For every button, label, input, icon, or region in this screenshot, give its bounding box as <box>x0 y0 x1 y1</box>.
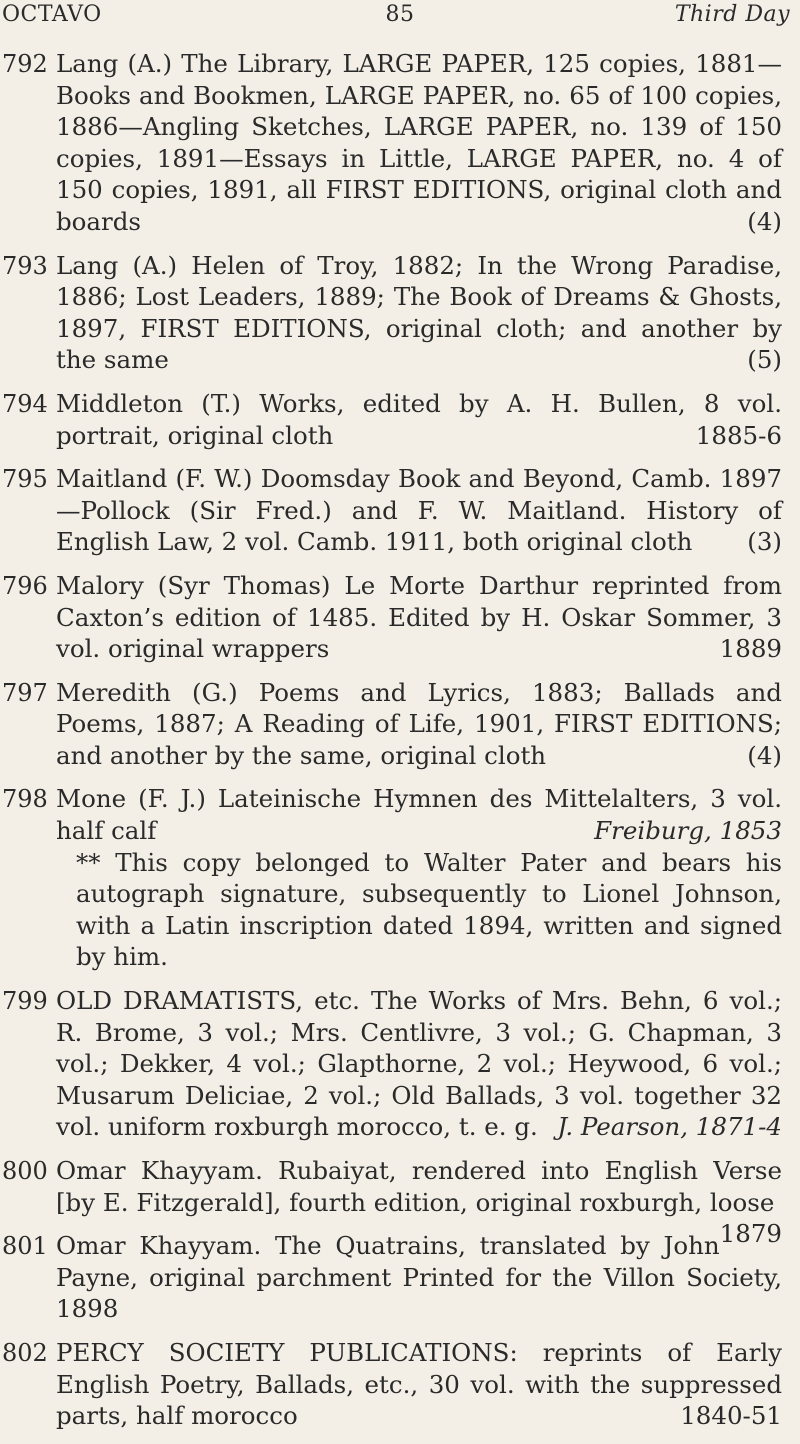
lot-number: 793 <box>2 251 48 280</box>
lot-date: (5) <box>747 345 782 375</box>
page-number: 85 <box>385 2 415 27</box>
lot-date: J. Pearson, 1871-4 <box>557 1112 782 1142</box>
lot-number: 794 <box>2 389 48 418</box>
lot-text: Meredith (G.) Poems and Lyrics, 1883; Ballads and Poems, 1887; A Reading of Life, 1901, FIRST EDITIONS; and another by the same, original cloth <box>56 677 782 770</box>
lot-number: 796 <box>2 571 48 600</box>
lot-date: Freiburg, 1853 <box>594 816 782 846</box>
lot-text: Omar Khayyam. The Quatrains, translated by John Payne, original parchment Printed for the Villon Society, 1898 <box>56 1231 782 1324</box>
lot-note: ** This copy belonged to Walter Pater and bears his autograph signature, subsequently to Lionel Johnson, with a Latin inscription dated 1894, written and signed by him. <box>76 847 782 972</box>
lot-number: 800 <box>2 1157 48 1185</box>
lot-text: Lang (A.) The Library, LARGE PAPER, 125 copies, 1881—Books and Bookmen, LARGE PAPER, no. 65 of 100 copies, 1886—Angling Sketches, LARGE PAPER, no. 139 of 150 copies, 1891—Essays in Little, LARGE PAPER, no. 4 of 150 copies, 1891, all FIRST EDITIONS, original cloth and boards <box>56 49 782 236</box>
lot-number: 799 <box>2 987 48 1016</box>
lot-entry <box>0 388 800 451</box>
lot-text: Middleton (T.) Works, edited by A. H. Bullen, 8 vol. portrait, original cloth <box>56 388 782 450</box>
sale-day-label: Third Day <box>674 2 790 27</box>
lot-date: (4) <box>747 740 782 770</box>
lot-date: 1879 <box>719 1219 782 1249</box>
lot-description <box>56 250 782 376</box>
lot-text: OLD DRAMATISTS, etc. The Works of Mrs. Behn, 6 vol.; R. Brome, 3 vol.; Mrs. Centlivre, 3 vol.; G. Chapman, 3 vol.; Dekker, 4 vol.; Glapthorne, 2 vol.; Heywood, 6 vol.; Musarum Deliciae, 2 vol.; Old Ballads, 3 vol. together 32 vol. uniform roxburgh morocco, t. e. g. <box>56 986 782 1142</box>
running-header <box>0 0 800 34</box>
lot-number: 792 <box>2 50 48 78</box>
lot-description <box>56 388 782 451</box>
lot-entry <box>0 783 800 973</box>
lot-number: 802 <box>2 1338 48 1367</box>
lot-description <box>56 570 782 665</box>
lot-date: 1885-6 <box>695 420 782 450</box>
lot-text: PERCY SOCIETY PUBLICATIONS: reprints of Early English Poetry, Ballads, etc., 30 vol. with the suppressed parts, half morocco <box>56 1337 782 1431</box>
lot-text: Mone (F. J.) Lateinische Hymnen des Mittelalters, 3 vol. half calf <box>56 784 782 846</box>
lot-description <box>56 985 782 1143</box>
lot-entry <box>0 1230 800 1325</box>
lot-text: Omar Khayyam. Rubaiyat, rendered into English Verse [by E. Fitzgerald], fourth edition, original roxburgh, loose <box>56 1156 782 1217</box>
lot-text: Malory (Syr Thomas) Le Morte Darthur reprinted from Caxton’s edition of 1485. Edited by H. Oskar Sommer, 3 vol. original wrappers <box>56 570 782 664</box>
lot-date: 1840-51 <box>680 1401 782 1431</box>
lot-list <box>0 48 800 1444</box>
format-label: OCTAVO <box>2 2 102 27</box>
lot-number: 795 <box>2 465 48 494</box>
lot-entry <box>0 250 800 376</box>
lot-number: 801 <box>2 1232 48 1261</box>
lot-text: Maitland (F. W.) Doomsday Book and Beyond, Camb. 1897—Pollock (Sir Fred.) and F. W. Maitland. History of English Law, 2 vol. Camb. 1911, both original cloth <box>56 464 782 557</box>
lot-date: (3) <box>747 527 782 557</box>
lot-entry <box>0 985 800 1143</box>
lot-description <box>56 677 782 772</box>
lot-description <box>56 48 782 238</box>
lot-description <box>56 783 782 973</box>
lot-entry <box>0 677 800 772</box>
lot-description <box>56 463 782 558</box>
lot-description <box>56 1155 782 1249</box>
lot-description <box>56 1230 782 1325</box>
lot-number: 798 <box>2 785 48 814</box>
lot-text: Lang (A.) Helen of Troy, 1882; In the Wrong Paradise, 1886; Lost Leaders, 1889; The Book of Dreams & Ghosts, 1897, FIRST EDITIONS, original cloth; and another by the same <box>56 250 782 375</box>
lot-entry <box>0 48 800 238</box>
lot-entry <box>0 570 800 665</box>
lot-date: 1889 <box>719 634 782 664</box>
lot-entry <box>0 463 800 558</box>
lot-number: 797 <box>2 678 48 707</box>
lot-description <box>56 1337 782 1432</box>
lot-date: (4) <box>747 206 782 236</box>
lot-entry <box>0 1337 800 1432</box>
